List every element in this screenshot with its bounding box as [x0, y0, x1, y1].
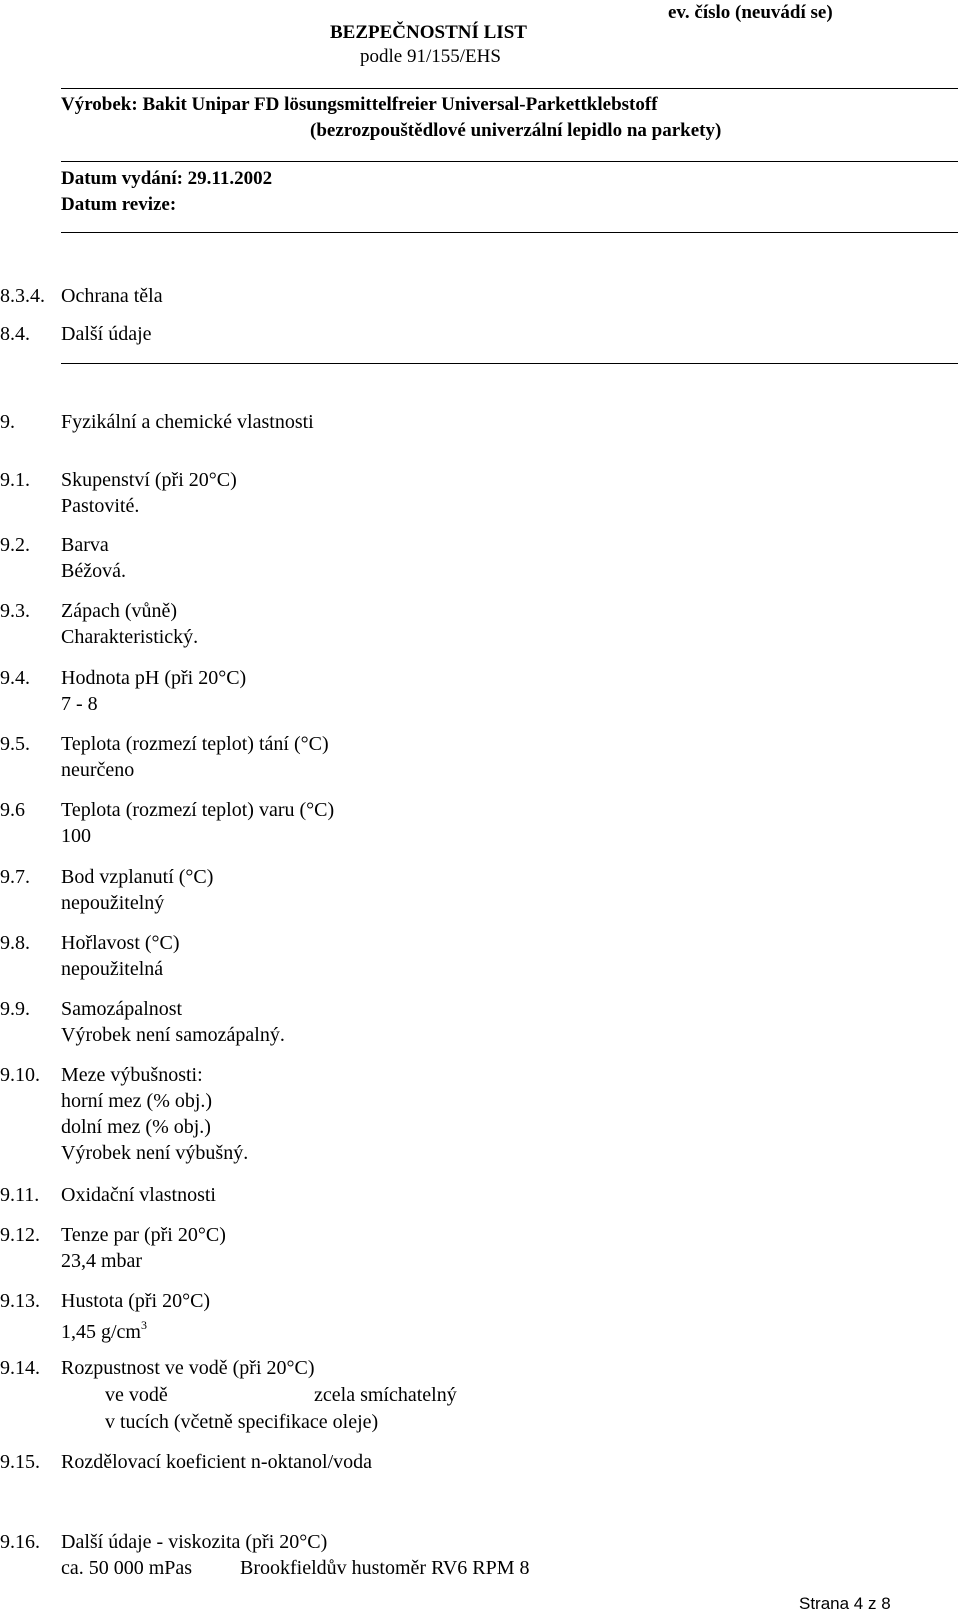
item-value: [61, 1318, 147, 1344]
item-label: Rozpustnost ve vodě (při 20°C): [61, 1357, 315, 1379]
item-label: Hořlavost (°C): [61, 932, 180, 954]
item-label: Další údaje - viskozita (při 20°C): [61, 1531, 328, 1553]
section-divider: [61, 363, 958, 364]
water-solubility-label: ve vodě: [105, 1384, 168, 1406]
item-label: Teplota (rozmezí teplot) varu (°C): [61, 799, 335, 821]
item-number: 9.9.: [0, 998, 30, 1020]
item-number: 9.6: [0, 799, 25, 821]
item-label: Zápach (vůně): [61, 600, 178, 622]
item-number: 9.12.: [0, 1224, 40, 1246]
item-value: Výrobek není samozápalný.: [61, 1024, 285, 1046]
item-label: Meze výbušnosti:: [61, 1064, 203, 1086]
section-9-number: 9.: [0, 411, 15, 433]
item-number: 9.3.: [0, 600, 30, 622]
item-value: nepoužitelná: [61, 958, 164, 980]
item-number: 9.8.: [0, 932, 30, 954]
item-label: Rozdělovací koeficient n-oktanol/voda: [61, 1451, 373, 1473]
page-number: Strana 4 z 8: [799, 1594, 891, 1613]
header-divider-3: [61, 232, 958, 233]
item-label: Tenze par (při 20°C): [61, 1224, 226, 1246]
section-number: 8.3.4.: [0, 285, 45, 307]
section-heading: Ochrana těla: [61, 285, 163, 307]
item-value: nepoužitelný: [61, 892, 165, 914]
item-value: 23,4 mbar: [61, 1250, 143, 1272]
item-label: Bod vzplanutí (°C): [61, 866, 214, 888]
item-number: 9.1.: [0, 469, 30, 491]
item-number: 9.11.: [0, 1184, 40, 1206]
item-number: 9.2.: [0, 534, 30, 556]
item-number: 9.15.: [0, 1451, 40, 1473]
header-divider-1: [61, 88, 958, 89]
issue-date: Datum vydání: 29.11.2002: [61, 168, 273, 189]
water-solubility-value: zcela smíchatelný: [314, 1384, 457, 1406]
doc-title: BEZPEČNOSTNÍ LIST: [330, 22, 527, 43]
section-9-title: Fyzikální a chemické vlastnosti: [61, 411, 314, 433]
viscosity-value: ca. 50 000 mPas: [61, 1557, 193, 1579]
ev-number: ev. číslo (neuvádí se): [668, 2, 833, 23]
item-label: Oxidační vlastnosti: [61, 1184, 216, 1206]
item-value: horní mez (% obj.): [61, 1090, 213, 1112]
item-value: Pastovité.: [61, 495, 140, 517]
doc-subtitle: podle 91/155/EHS: [360, 46, 501, 67]
item-number: 9.5.: [0, 733, 30, 755]
item-value: 100: [61, 825, 91, 847]
item-value: dolní mez (% obj.): [61, 1116, 211, 1138]
item-value: Charakteristický.: [61, 626, 199, 648]
item-value: Béžová.: [61, 560, 126, 582]
revision-date: Datum revize:: [61, 194, 177, 215]
item-label: Hustota (při 20°C): [61, 1290, 211, 1312]
item-number: 9.7.: [0, 866, 30, 888]
header-divider-2: [61, 161, 958, 162]
section-heading: Další údaje: [61, 323, 152, 345]
item-value: Výrobek není výbušný.: [61, 1142, 249, 1164]
item-label: Skupenství (při 20°C): [61, 469, 237, 491]
item-label: Teplota (rozmezí teplot) tání (°C): [61, 733, 329, 755]
fat-solubility-label: v tucích (včetně specifikace oleje): [105, 1411, 379, 1433]
item-label: Barva: [61, 534, 109, 556]
item-number: 9.14.: [0, 1357, 40, 1379]
item-value: neurčeno: [61, 759, 135, 781]
product-line-1: Výrobek: Bakit Unipar FD lösungsmittelfreier Universal-Parkettklebstoff: [61, 94, 658, 115]
item-number: 9.10.: [0, 1064, 40, 1086]
viscosity-method: Brookfieldův hustoměr RV6 RPM 8: [240, 1557, 530, 1579]
item-number: 9.16.: [0, 1531, 40, 1553]
item-number: 9.4.: [0, 667, 30, 689]
item-label: Samozápalnost: [61, 998, 183, 1020]
item-label: Hodnota pH (při 20°C): [61, 667, 247, 689]
product-line-2: (bezrozpouštědlové univerzální lepidlo na parkety): [310, 120, 722, 141]
item-number: 9.13.: [0, 1290, 40, 1312]
section-number: 8.4.: [0, 323, 30, 345]
density-unit-exponent: 3: [141, 1318, 147, 1332]
item-value: 7 - 8: [61, 693, 98, 715]
density-value: 1,45 g/cm: [61, 1321, 141, 1343]
